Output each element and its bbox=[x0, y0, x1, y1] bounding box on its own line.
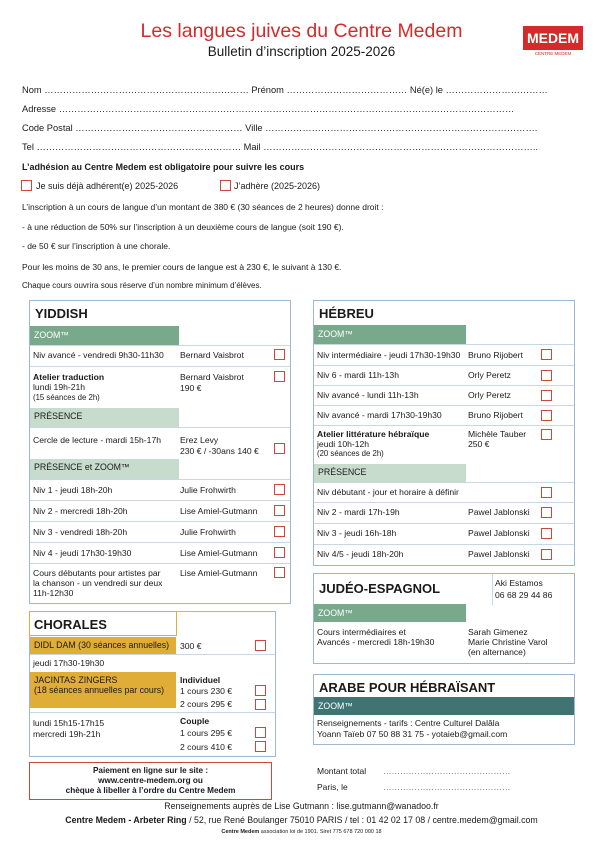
didl-checkbox[interactable] bbox=[255, 640, 266, 651]
hebreu-course-bold: Atelier littérature hébraïque bbox=[317, 429, 430, 439]
yiddish-course: 11h-12h30 bbox=[33, 588, 74, 598]
judeo-contact-phone: 06 68 29 44 86 bbox=[495, 590, 553, 600]
yiddish-teacher: Lise Amiel-Gutmann bbox=[180, 506, 258, 516]
svg-text:MEDEM: MEDEM bbox=[526, 30, 580, 46]
yiddish-r5-checkbox[interactable] bbox=[274, 505, 285, 516]
hebreu-teacher: Orly Peretz bbox=[468, 370, 511, 380]
hebreu-r4-checkbox[interactable] bbox=[541, 410, 552, 421]
hebreu-course-note: (20 séances de 2h) bbox=[317, 449, 384, 458]
hebreu-course: Niv 4/5 - jeudi 18h-20h bbox=[317, 549, 404, 559]
hebreu-r8-checkbox[interactable] bbox=[541, 528, 552, 539]
yiddish-r6-checkbox[interactable] bbox=[274, 526, 285, 537]
yiddish-course-bold: Atelier traduction bbox=[33, 372, 105, 382]
arabe-info: Renseignements - tarifs : Centre Culturel Dalâla bbox=[317, 718, 500, 728]
didl-time: jeudi 17h30-19h30 bbox=[33, 658, 105, 668]
paris-le-field[interactable]: ……………………………………… bbox=[383, 782, 511, 792]
arabe-zoom-header: ZOOM™ bbox=[314, 697, 574, 715]
yiddish-title: YIDDISH bbox=[35, 306, 88, 321]
payment-line: chèque à libeller à l’ordre du Centre Medem bbox=[65, 786, 236, 795]
didl-price: 300 € bbox=[180, 641, 202, 651]
hebreu-course: jeudi 10h-12h bbox=[317, 439, 370, 449]
montant-total-label: Montant total bbox=[317, 766, 367, 776]
field-tel[interactable]: Tel ………………………………………………………… Mail …………………………………………………………………………….. bbox=[22, 142, 538, 152]
judeo-zoom-header: ZOOM™ bbox=[314, 604, 466, 622]
judeo-contact-name: Aki Estamos bbox=[495, 578, 543, 588]
footer-legal-org: Centre Medem bbox=[221, 829, 260, 835]
yiddish-r2-checkbox[interactable] bbox=[274, 371, 285, 382]
hebreu-course: Niv 3 - jeudi 16h-18h bbox=[317, 528, 397, 538]
yiddish-teacher: Bernard Vaisbrot bbox=[180, 372, 244, 382]
yiddish-course: Niv 1 - jeudi 18h-20h bbox=[33, 485, 113, 495]
couple-1-checkbox[interactable] bbox=[255, 727, 266, 738]
footer-contact: Renseignements auprès de Lise Gutmann : lise.gutmann@wanadoo.fr bbox=[164, 801, 439, 811]
yiddish-teacher: Julie Frohwirth bbox=[180, 485, 236, 495]
hebreu-r7-checkbox[interactable] bbox=[541, 507, 552, 518]
hebreu-teacher: Bruno Rijobert bbox=[468, 350, 523, 360]
yiddish-teacher: Julie Frohwirth bbox=[180, 527, 236, 537]
adhesion-deja-label: Je suis déjà adhérent(e) 2025-2026 bbox=[36, 181, 179, 191]
couple-label: Couple bbox=[180, 716, 210, 726]
yiddish-presence-zoom-header: PRÉSENCE et ZOOM™ bbox=[30, 459, 179, 479]
info-line-5: Chaque cours ouvrira sous réserve d’un nombre minimum d’élèves. bbox=[22, 281, 262, 290]
hebreu-r6-checkbox[interactable] bbox=[541, 487, 552, 498]
paris-le-label: Paris, le bbox=[317, 782, 348, 792]
hebreu-teacher: Bruno Rijobert bbox=[468, 410, 523, 420]
adhesion-new-checkbox[interactable] bbox=[220, 180, 231, 191]
judeo-title: JUDÉO-ESPAGNOL bbox=[319, 581, 441, 596]
hebreu-title: HÉBREU bbox=[319, 306, 374, 321]
footer-address-text: / 52, rue René Boulanger 75010 PARIS / tel : 01 42 02 17 08 / centre.medem@gmail.com bbox=[186, 815, 538, 825]
info-line-1: L’inscription à un cours de langue d’un montant de 380 € (30 séances de 2 heures) donne droit : bbox=[22, 202, 384, 212]
yiddish-course: Niv 4 - jeudi 17h30-19h30 bbox=[33, 548, 132, 558]
hebreu-teacher: Pawel Jablonski bbox=[468, 549, 530, 559]
info-line-3: - de 50 € sur l’inscription à une chorale. bbox=[22, 241, 171, 251]
hebreu-course: Niv intermédiaire - jeudi 17h30-19h30 bbox=[317, 350, 461, 360]
jacintas-time: mercredi 19h-21h bbox=[33, 729, 101, 739]
hebreu-teacher: Pawel Jablonski bbox=[468, 507, 530, 517]
hebreu-course: Niv avancé - mardi 17h30-19h30 bbox=[317, 410, 442, 420]
individuel-price-1: 1 cours 230 € bbox=[180, 686, 233, 696]
individuel-2-checkbox[interactable] bbox=[255, 699, 266, 710]
yiddish-course: Niv avancé - vendredi 9h30-11h30 bbox=[33, 350, 164, 360]
hebreu-zoom-header: ZOOM™ bbox=[314, 325, 466, 344]
yiddish-teacher: Lise Amiel-Gutmann bbox=[180, 568, 258, 578]
yiddish-course: Niv 3 - vendredi 18h-20h bbox=[33, 527, 128, 537]
chorales-title: CHORALES bbox=[34, 617, 107, 632]
didl-header: DIDL DAM (30 séances annuelles) bbox=[30, 637, 176, 654]
jacintas-note: (18 séances annuelles par cours) bbox=[34, 685, 165, 695]
hebreu-r5-checkbox[interactable] bbox=[541, 429, 552, 440]
jacintas-title: JACINTAS ZINGERS bbox=[34, 675, 118, 685]
judeo-course: Cours intermédiaires et bbox=[317, 627, 406, 637]
payment-line: Paiement en ligne sur le site : bbox=[92, 766, 209, 775]
yiddish-course: Cours débutants pour artistes par bbox=[33, 568, 161, 578]
hebreu-teacher: Orly Peretz bbox=[468, 390, 511, 400]
yiddish-teacher: Lise Amiel-Gutmann bbox=[180, 548, 258, 558]
yiddish-course: Niv 2 - mercredi 18h-20h bbox=[33, 506, 128, 516]
field-nom[interactable]: Nom ………………………………………………………… Prénom ………………………………… Né(e) le …………………………… bbox=[22, 85, 548, 95]
yiddish-zoom-header: ZOOM™ bbox=[30, 326, 179, 345]
individuel-label: Individuel bbox=[180, 675, 221, 685]
field-adresse[interactable]: Adresse ………………………………………………………………………………………………………………………………… bbox=[22, 104, 515, 114]
payment-website-link[interactable]: www.centre-medem.org ou bbox=[98, 776, 203, 785]
info-line-2: - à une réduction de 50% sur l’inscription à un deuxième cours de langue (soit 190 €). bbox=[22, 222, 344, 232]
hebreu-r2-checkbox[interactable] bbox=[541, 370, 552, 381]
yiddish-r7-checkbox[interactable] bbox=[274, 547, 285, 558]
hebreu-r9-checkbox[interactable] bbox=[541, 549, 552, 560]
page-subtitle: Bulletin d’inscription 2025-2026 bbox=[207, 44, 396, 59]
svg-text:CENTRE MEDEM: CENTRE MEDEM bbox=[534, 51, 572, 56]
hebreu-course: Niv avancé - lundi 11h-13h bbox=[317, 390, 419, 400]
jacintas-time: lundi 15h15-17h15 bbox=[33, 718, 105, 728]
yiddish-teacher: Erez Levy bbox=[180, 435, 219, 445]
medem-logo bbox=[523, 26, 583, 56]
hebreu-teacher: Pawel Jablonski bbox=[468, 528, 530, 538]
yiddish-course: la chanson - un vendredi sur deux bbox=[33, 578, 163, 588]
hebreu-teacher: Michèle Tauber bbox=[468, 429, 527, 439]
judeo-teacher: Sarah Gimenez bbox=[468, 627, 528, 637]
individuel-price-2: 2 cours 295 € bbox=[180, 699, 233, 709]
jacintas-header bbox=[30, 672, 176, 708]
arabe-contact: Yoann Taïeb 07 50 88 31 75 - yotaieb@gmail.com bbox=[317, 729, 508, 739]
judeo-course: Avancés - mercredi 18h-19h30 bbox=[317, 637, 435, 647]
yiddish-course-note: (15 séances de 2h) bbox=[33, 393, 100, 402]
yiddish-course: Cercle de lecture - mardi 15h-17h bbox=[33, 435, 162, 445]
field-code-postal[interactable]: Code Postal ……………………………………………… Ville ……………………………………………………………………………. bbox=[22, 123, 538, 133]
yiddish-price: 230 € / -30ans 140 € bbox=[180, 446, 259, 456]
arabe-title: ARABE POUR HÉBRAÏSANT bbox=[319, 680, 496, 695]
hebreu-price: 250 € bbox=[468, 439, 490, 449]
info-line-4: Pour les moins de 30 ans, le premier cours de langue est à 230 €, le suivant à 130 €. bbox=[22, 262, 342, 272]
hebreu-course: Niv débutant - jour et horaire à définir bbox=[317, 487, 459, 497]
couple-price-2: 2 cours 410 € bbox=[180, 742, 233, 752]
hebreu-presence-header: PRÉSENCE bbox=[314, 464, 466, 482]
yiddish-price: 190 € bbox=[180, 383, 202, 393]
footer-address bbox=[0, 815, 603, 825]
judeo-divider bbox=[492, 574, 493, 605]
yiddish-r8-checkbox[interactable] bbox=[274, 567, 285, 578]
hebreu-course: Niv 2 - mardi 17h-19h bbox=[317, 507, 400, 517]
hebreu-course: Niv 6 - mardi 11h-13h bbox=[317, 370, 399, 380]
footer-legal bbox=[0, 829, 603, 835]
montant-total-field[interactable]: ……………………………………… bbox=[383, 766, 511, 776]
adhesion-deja-checkbox[interactable] bbox=[21, 180, 32, 191]
payment-box bbox=[29, 762, 272, 800]
judeo-teacher-note: (en alternance) bbox=[468, 647, 526, 657]
adhesion-new-label: J’adhère (2025-2026) bbox=[234, 181, 321, 191]
yiddish-teacher: Bernard Vaisbrot bbox=[180, 350, 244, 360]
yiddish-presence-header: PRÉSENCE bbox=[30, 408, 179, 427]
individuel-1-checkbox[interactable] bbox=[255, 685, 266, 696]
hebreu-r1-checkbox[interactable] bbox=[541, 349, 552, 360]
couple-2-checkbox[interactable] bbox=[255, 741, 266, 752]
yiddish-course: lundi 19h-21h bbox=[33, 382, 86, 392]
couple-price-1: 1 cours 295 € bbox=[180, 728, 233, 738]
yiddish-r1-checkbox[interactable] bbox=[274, 349, 285, 360]
yiddish-r3-checkbox[interactable] bbox=[274, 443, 285, 454]
yiddish-r4-checkbox[interactable] bbox=[274, 484, 285, 495]
footer-legal-text: association loi de 1901. Siret 775 678 720 000 18 bbox=[259, 829, 382, 835]
adhesion-heading: L’adhésion au Centre Medem est obligatoire pour suivre les cours bbox=[22, 162, 305, 172]
footer-org: Centre Medem - Arbeter Ring bbox=[65, 815, 187, 825]
hebreu-r3-checkbox[interactable] bbox=[541, 390, 552, 401]
judeo-teacher: Marie Christine Varol bbox=[468, 637, 548, 647]
page-title: Les langues juives du Centre Medem bbox=[140, 20, 463, 42]
